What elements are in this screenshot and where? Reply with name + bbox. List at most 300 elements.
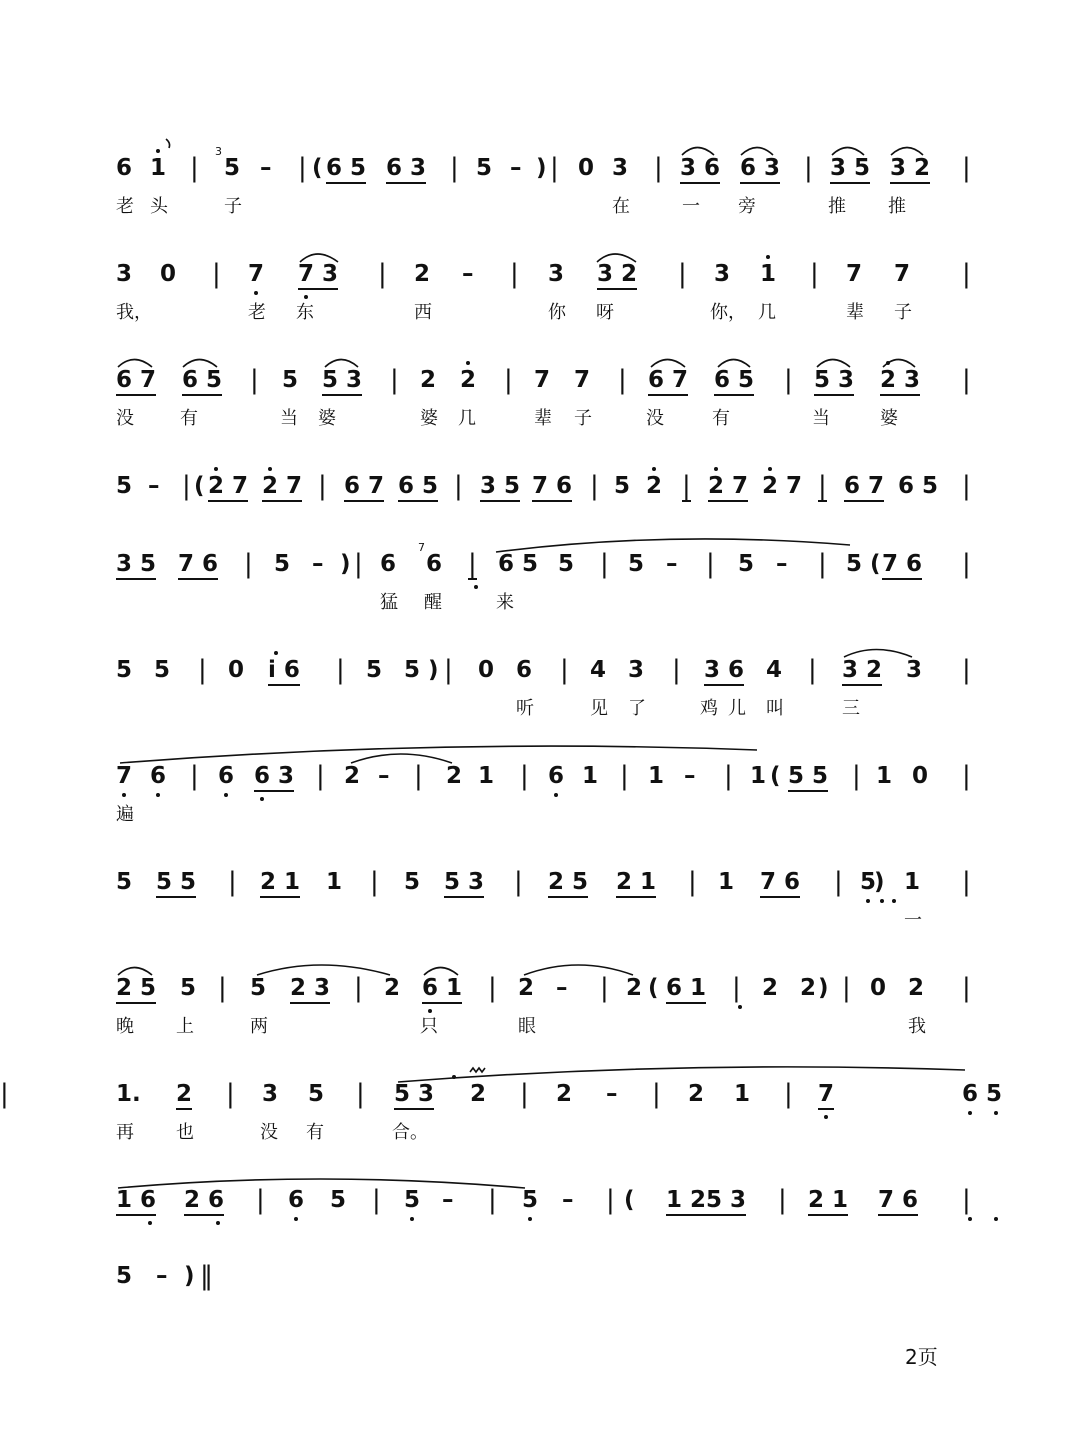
barline: ‖ <box>200 1261 213 1291</box>
low-octave-dot <box>224 793 228 797</box>
grace-note: 7 <box>418 541 425 554</box>
note: 5 <box>366 657 383 683</box>
lyric-syllable: 老 <box>116 196 134 217</box>
barline: | <box>560 655 569 685</box>
note: 1 <box>734 1081 751 1107</box>
note: 7 3 <box>298 261 338 290</box>
lyric-syllable: 婆 <box>420 408 438 429</box>
note: 5 3 <box>444 869 484 898</box>
barline: | <box>212 259 221 289</box>
note: 7 <box>894 261 911 287</box>
note: 1. <box>116 1081 141 1107</box>
note: 5 <box>330 1187 347 1213</box>
slur <box>183 360 217 368</box>
note: 6 3 <box>740 155 780 184</box>
barline: | <box>618 365 627 395</box>
high-octave-dot <box>766 255 770 259</box>
bracket: ( <box>648 975 659 1001</box>
note: 2 <box>420 367 437 393</box>
note: 5 5 <box>788 763 828 792</box>
barline: | <box>842 973 851 1003</box>
note: – <box>156 1263 168 1289</box>
barline: | <box>962 549 971 579</box>
bracket: ( <box>194 473 205 499</box>
barline: | <box>390 365 399 395</box>
slur <box>651 360 685 368</box>
note: 2 1 <box>808 1187 848 1216</box>
bracket: ( <box>312 155 323 181</box>
barline: | <box>652 1079 661 1109</box>
note: 2 <box>460 367 477 393</box>
slur <box>817 360 850 368</box>
lyric-syllable: 子 <box>224 196 242 217</box>
lyric-syllable: 遍 <box>116 804 134 825</box>
lyric-syllable: 上 <box>176 1016 194 1037</box>
note: 5 5 <box>156 869 196 898</box>
note: 6 1 <box>666 975 706 1004</box>
barline: | <box>378 259 387 289</box>
barline: | <box>444 655 453 685</box>
lyric-syllable: 头 <box>150 196 168 217</box>
note: 6 5 <box>398 473 438 502</box>
note: 6 5 <box>182 367 222 396</box>
lyric-syllable: 没 <box>260 1122 278 1143</box>
barline: | <box>600 973 609 1003</box>
lyric-syllable: 只 <box>420 1016 438 1037</box>
note: 5 <box>738 551 755 577</box>
low-octave-dot <box>474 585 478 589</box>
high-octave-dot <box>156 149 160 153</box>
lyric-syllable: 你， <box>710 302 746 323</box>
note: 7 6 <box>760 869 800 898</box>
note: 6 <box>150 763 167 789</box>
barline: | <box>454 471 463 501</box>
note: 2 3 <box>290 975 330 1004</box>
note: 2 5 <box>116 975 156 1004</box>
note: 3 <box>628 657 645 683</box>
note: 5 <box>274 551 291 577</box>
note: 3 <box>262 1081 279 1107</box>
note: 5 <box>154 657 171 683</box>
note: 1 <box>718 869 735 895</box>
note: 2 1 <box>616 869 656 898</box>
note: – <box>606 1081 618 1107</box>
note: 2 <box>414 261 431 287</box>
note: 2 3 <box>880 367 920 396</box>
note: 5 <box>224 155 241 181</box>
note: 5 <box>180 975 197 1001</box>
lyric-syllable: 也 <box>176 1122 194 1143</box>
note: 6 <box>516 657 533 683</box>
note: 0 <box>870 975 887 1001</box>
low-octave-dot <box>254 291 258 295</box>
lyric-syllable: 来 <box>496 592 514 613</box>
low-octave-dot <box>738 1005 742 1009</box>
note: 2 <box>762 975 779 1001</box>
high-octave-dot <box>274 651 278 655</box>
low-octave-dot <box>156 793 160 797</box>
barline: | <box>962 867 971 897</box>
note: 3 2 <box>597 261 637 290</box>
lyric-syllable: 眼 <box>518 1016 536 1037</box>
note: – <box>312 551 324 577</box>
note: 6 7 <box>648 367 688 396</box>
barline: | <box>520 761 529 791</box>
note: – <box>684 763 696 789</box>
barline: | <box>514 867 523 897</box>
low-octave-dot <box>428 1009 432 1013</box>
note: 7 6 <box>178 551 218 580</box>
note: 6 5 <box>898 473 939 499</box>
note: 1 <box>876 763 893 789</box>
note: 2 <box>470 1081 487 1107</box>
barline: | <box>962 1185 971 1215</box>
barline: | <box>834 867 843 897</box>
note: 1 <box>478 763 495 789</box>
barline: | <box>316 761 325 791</box>
note: – <box>378 763 390 789</box>
note: – <box>260 155 272 181</box>
slur <box>424 968 458 976</box>
lyric-syllable: 当 <box>280 408 298 429</box>
slur <box>524 965 633 975</box>
note: 4 <box>590 657 607 683</box>
note: 2 <box>646 473 663 499</box>
note: 6 <box>380 551 397 577</box>
note: 5 <box>116 869 133 895</box>
notation-line-7 <box>0 763 1078 833</box>
lyric-syllable: 婆 <box>880 408 898 429</box>
low-octave-dot <box>410 1217 414 1221</box>
lyric-syllable: 猛 <box>380 592 398 613</box>
notation-line-12 <box>0 1263 1078 1333</box>
low-octave-dot <box>994 1111 998 1115</box>
barline: | <box>256 1185 265 1215</box>
note: 2 <box>384 975 401 1001</box>
high-octave-dot <box>214 467 218 471</box>
lyric-syllable: 有 <box>180 408 198 429</box>
barline: | <box>318 471 327 501</box>
barline: | <box>298 153 307 183</box>
barline: | <box>810 259 819 289</box>
barline: | <box>190 761 199 791</box>
lyric-syllable: 几 <box>458 408 476 429</box>
lyric-syllable: 再 <box>116 1122 134 1143</box>
slur <box>118 968 152 976</box>
note: – <box>510 155 522 181</box>
bracket: ) <box>536 155 547 181</box>
lyric-syllable: 叫 <box>766 698 784 719</box>
bracket: ) <box>428 657 439 683</box>
lyric-syllable: 你 <box>548 302 566 323</box>
ornament-mark <box>166 139 170 148</box>
notation-line-5 <box>0 551 1078 621</box>
lyric-syllable: 西 <box>414 302 432 323</box>
low-octave-dot <box>968 1111 972 1115</box>
barline: | <box>228 867 237 897</box>
lyric-syllable: 有 <box>306 1122 324 1143</box>
note: – <box>148 473 160 499</box>
barline: | <box>354 549 363 579</box>
barline: | <box>414 761 423 791</box>
lyric-syllable: 我 <box>908 1016 926 1037</box>
page-number: 2页 <box>905 1345 938 1369</box>
barline: | <box>450 153 459 183</box>
lyric-syllable: 晚 <box>116 1016 134 1037</box>
barline: | <box>784 365 793 395</box>
note: 3 <box>116 261 133 287</box>
barline: | <box>852 761 861 791</box>
lyric-syllable: 鸡 <box>700 698 718 719</box>
lyric-syllable: 子 <box>894 302 912 323</box>
barline: | <box>724 761 733 791</box>
note: 5 <box>614 473 631 499</box>
barline: | <box>654 153 663 183</box>
bracket: ( <box>624 1187 635 1213</box>
barline: | <box>488 973 497 1003</box>
lyric-syllable: 辈 <box>534 408 552 429</box>
barline: | <box>962 153 971 183</box>
low-octave-dot <box>554 793 558 797</box>
lyric-syllable: 儿 <box>728 698 746 719</box>
note: 2 <box>556 1081 573 1107</box>
note: 3 <box>906 657 923 683</box>
note: 5 3 <box>706 1187 746 1216</box>
barline: | <box>356 1079 365 1109</box>
barline: | <box>672 655 681 685</box>
lyric-syllable: 没 <box>116 408 134 429</box>
high-octave-dot <box>452 1075 456 1079</box>
barline: | <box>678 259 687 289</box>
barline: | <box>550 153 559 183</box>
note: 0 <box>912 763 929 789</box>
note: 6 5 <box>326 155 366 184</box>
barline: | <box>336 655 345 685</box>
note: 5 <box>860 869 877 895</box>
note: 1 6 <box>116 1187 156 1216</box>
note: 7 <box>534 367 551 393</box>
note: 2 1 <box>260 869 300 898</box>
note: 1 <box>150 155 167 181</box>
note: 7 6 <box>882 551 922 580</box>
note: 0 <box>478 657 495 683</box>
notation-line-11 <box>0 1187 1078 1257</box>
note: 7 <box>248 261 265 287</box>
barline: | <box>818 471 827 501</box>
lyric-syllable: 一 <box>682 196 700 217</box>
low-octave-dot <box>294 1217 298 1221</box>
notation-line-6 <box>0 657 1078 727</box>
notation-line-2 <box>0 261 1078 331</box>
note: – <box>776 551 788 577</box>
note: – <box>556 975 568 1001</box>
note: 6 <box>426 551 443 577</box>
note: 6 <box>548 763 565 789</box>
note: 2 <box>800 975 817 1001</box>
note: 2 <box>626 975 643 1001</box>
note: 6 3 <box>254 763 294 792</box>
note: 3 6 <box>704 657 744 686</box>
high-octave-dot <box>714 467 718 471</box>
note: 5 <box>404 657 421 683</box>
low-octave-dot <box>304 295 308 299</box>
lyric-syllable: 推 <box>888 196 906 217</box>
lyric-syllable: 推 <box>828 196 846 217</box>
note: 3 2 <box>890 155 930 184</box>
barline: | <box>962 259 971 289</box>
note: 5 <box>116 657 133 683</box>
note: – <box>442 1187 454 1213</box>
barline: | <box>732 973 741 1003</box>
note: 3 <box>548 261 565 287</box>
note: 1 <box>648 763 665 789</box>
low-octave-dot <box>892 899 896 903</box>
barline: | <box>962 655 971 685</box>
lyric-syllable: 当 <box>812 408 830 429</box>
barline: | <box>510 259 519 289</box>
slur <box>741 148 773 156</box>
barline: | <box>706 549 715 579</box>
low-octave-dot <box>824 1115 828 1119</box>
barline: | <box>226 1079 235 1109</box>
lyric-syllable: 东 <box>296 302 314 323</box>
note: 5 <box>558 551 575 577</box>
note: 2 7 <box>708 473 748 502</box>
note: 5 <box>308 1081 325 1107</box>
note: 6 7 <box>344 473 384 502</box>
high-octave-dot <box>886 361 890 365</box>
note: 5 <box>404 869 421 895</box>
barline: | <box>962 761 971 791</box>
note: 2 7 <box>762 473 803 499</box>
note: 2 7 <box>208 473 248 502</box>
note: 1 <box>326 869 343 895</box>
note: 6 5 <box>498 551 539 577</box>
barline: | <box>370 867 379 897</box>
notation-line-1 <box>0 155 1078 225</box>
grace-note: 3 <box>215 145 222 158</box>
bracket: ) <box>874 869 885 895</box>
note: 0 <box>578 155 595 181</box>
barline: | <box>620 761 629 791</box>
note: 1 <box>582 763 599 789</box>
trill-mark <box>470 1068 485 1072</box>
barline: | <box>372 1185 381 1215</box>
slur <box>844 650 912 658</box>
note: 0 <box>160 261 177 287</box>
low-octave-dot <box>994 1217 998 1221</box>
note: 5 <box>476 155 493 181</box>
note: 4 <box>766 657 783 683</box>
note: 3 5 <box>830 155 870 184</box>
lyric-syllable: 见 <box>590 698 608 719</box>
lyric-syllable: 没 <box>646 408 664 429</box>
note: i 6 <box>268 657 300 686</box>
note: 7 <box>846 261 863 287</box>
note: 3 6 <box>680 155 720 184</box>
barline: | <box>818 549 827 579</box>
note: 2 6 <box>184 1187 224 1216</box>
barline: | <box>804 153 813 183</box>
note: 5 <box>522 1187 539 1213</box>
notation-line-8 <box>0 869 1078 939</box>
lyric-syllable: 我， <box>116 302 152 323</box>
note: 5 3 <box>814 367 854 396</box>
note: 7 6 <box>532 473 572 502</box>
note: 6 3 <box>386 155 426 184</box>
low-octave-dot <box>122 793 126 797</box>
note: 5 3 <box>322 367 362 396</box>
note: 6 <box>116 155 133 181</box>
barline: | <box>0 1079 9 1109</box>
high-octave-dot <box>768 467 772 471</box>
lyric-syllable: 辈 <box>846 302 864 323</box>
note: – <box>462 261 474 287</box>
lyric-syllable: 老 <box>248 302 266 323</box>
note: – <box>562 1187 574 1213</box>
note: 6 <box>288 1187 305 1213</box>
low-octave-dot <box>216 1221 220 1225</box>
barline: | <box>590 471 599 501</box>
note: 3 <box>714 261 731 287</box>
lyric-syllable: 醒 <box>424 592 442 613</box>
note: 5 <box>116 473 133 499</box>
barline: | <box>962 365 971 395</box>
notation-line-4 <box>0 473 1078 543</box>
note: 1 <box>904 869 921 895</box>
barline: | <box>520 1079 529 1109</box>
note: 6 1 <box>422 975 462 1004</box>
lyric-syllable: 三 <box>842 698 860 719</box>
note: 2 5 <box>548 869 588 898</box>
bracket: ) <box>340 551 351 577</box>
lyric-syllable: 有 <box>712 408 730 429</box>
note: 6 7 <box>116 367 156 396</box>
slur <box>718 360 750 368</box>
note: 7 6 <box>878 1187 918 1216</box>
lyric-syllable: 在 <box>612 196 630 217</box>
note: 1 <box>760 261 777 287</box>
lyric-syllable: 婆 <box>318 408 336 429</box>
bracket: ) <box>818 975 829 1001</box>
note: 7 <box>116 763 133 789</box>
lyric-syllable: 几 <box>758 302 776 323</box>
barline: | <box>182 471 191 501</box>
note: 7 <box>574 367 591 393</box>
note: 3 <box>612 155 629 181</box>
high-octave-dot <box>652 467 656 471</box>
note: – <box>666 551 678 577</box>
note: 2 <box>176 1081 192 1110</box>
note: 1 <box>750 763 767 789</box>
barline: | <box>354 973 363 1003</box>
low-octave-dot <box>528 1217 532 1221</box>
barline: | <box>468 549 477 579</box>
note: 3 5 <box>116 551 156 580</box>
bracket: ) <box>184 1263 195 1289</box>
note: 3 2 <box>842 657 882 686</box>
note: 6 5 <box>714 367 754 396</box>
note: 0 <box>228 657 245 683</box>
slur <box>891 148 923 156</box>
note: 5 <box>628 551 645 577</box>
barline: | <box>688 867 697 897</box>
note: 3 5 <box>480 473 520 502</box>
low-octave-dot <box>880 899 884 903</box>
barline: | <box>784 1079 793 1109</box>
lyric-syllable: 呀 <box>596 302 614 323</box>
note: 2 7 <box>262 473 302 502</box>
